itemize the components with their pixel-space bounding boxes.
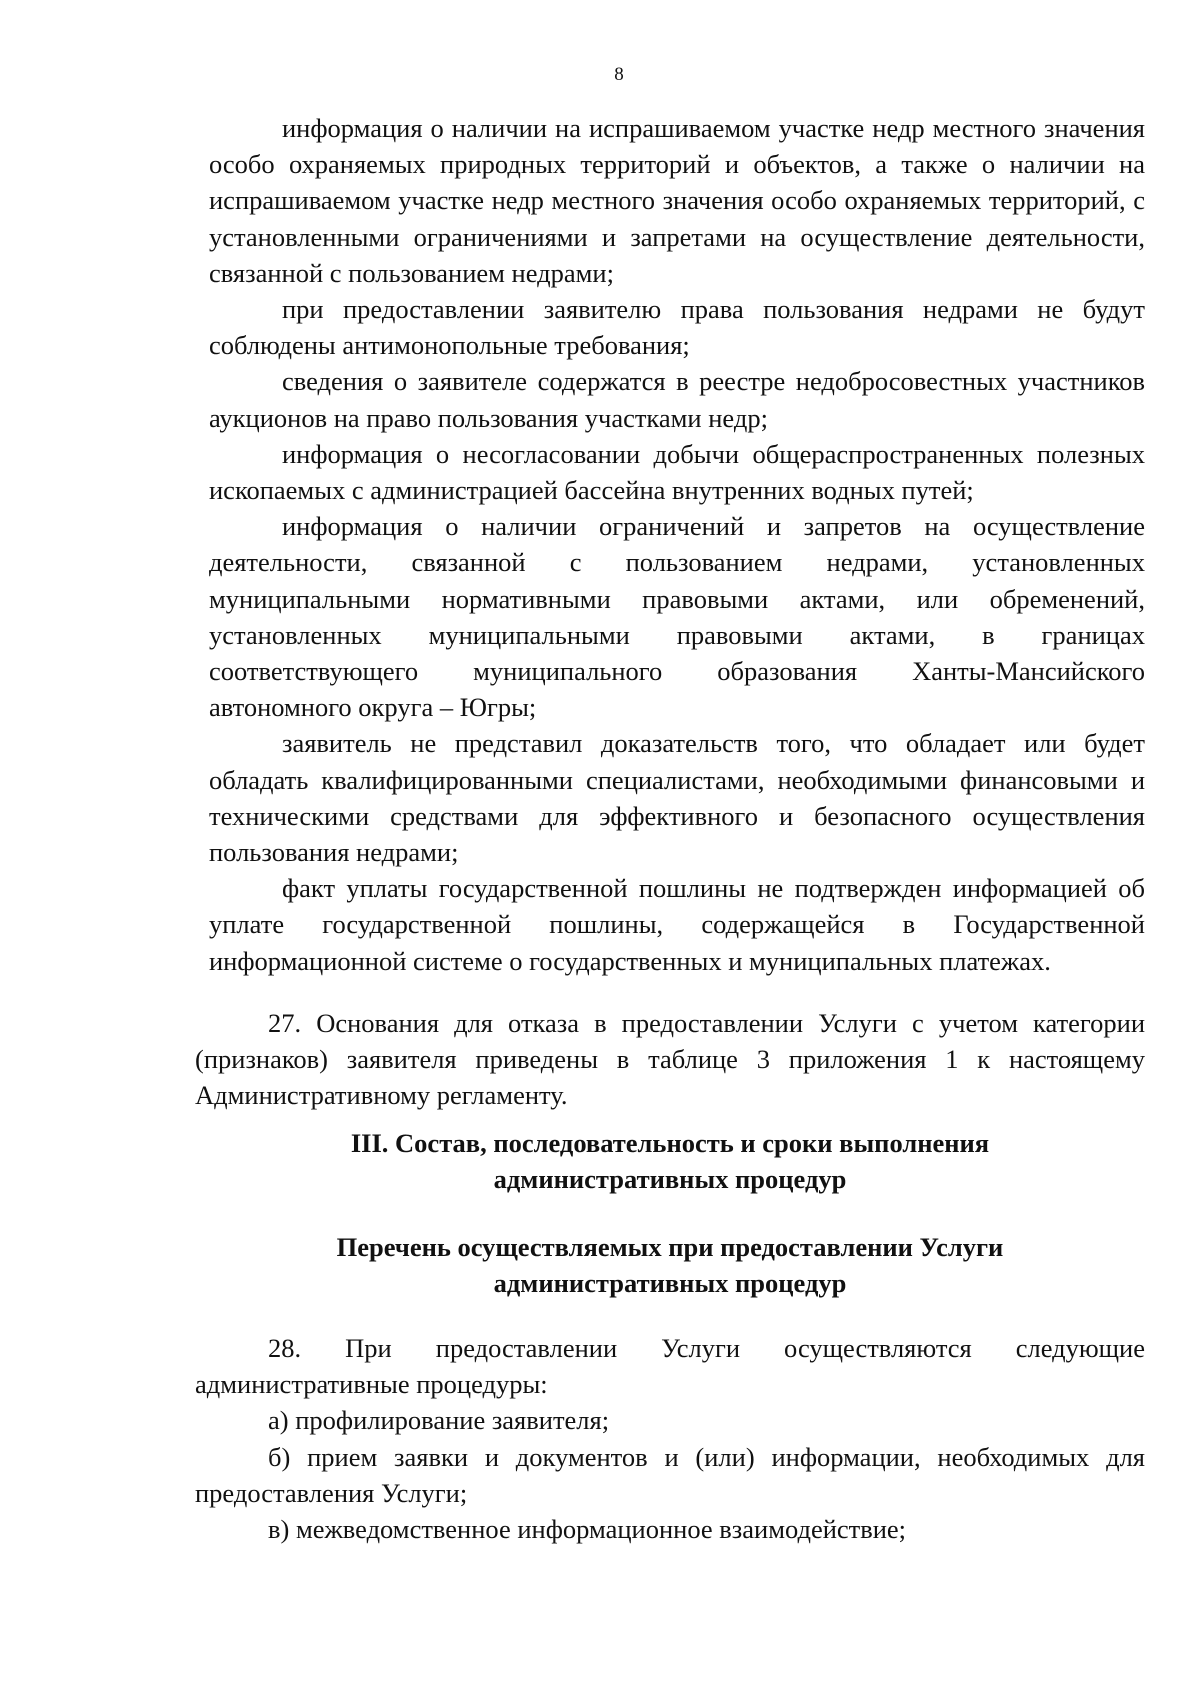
list-item: а) профилирование заявителя;	[268, 1405, 610, 1436]
paragraph: заявитель не представил доказательств того, что обладает или будет обладать квалифицированными специалистами, необходимыми финансовыми и техническими средствами для эффективного и безопасного осуществления пользования недрами;	[209, 728, 1145, 868]
clause-28: 28. При предоставлении Услуги осуществляются следующие административные процедуры:	[195, 1333, 1145, 1400]
paragraph: информация о наличии ограничений и запретов на осуществление деятельности, связанной с пользованием недрами, установленных муниципальными нормативными правовыми актами, или обременений, установленных муниципальными правовыми актами, в границах соответствующего муниципального образования Ханты-Мансийского автономного округа – Югры;	[209, 511, 1145, 723]
clause-27: 27. Основания для отказа в предоставлении Услуги с учетом категории (признаков) заявителя приведены в таблице 3 приложения 1 к настоящему Административному регламенту.	[195, 1008, 1145, 1111]
subsection-heading-line-2: административных процедур	[493, 1268, 847, 1299]
section-heading-line-1: III. Состав, последовательность и сроки выполнения	[350, 1128, 990, 1158]
subsection-heading-line-1: Перечень осуществляемых при предоставлении Услуги	[336, 1232, 1004, 1262]
refusal-grounds-list	[209, 110, 1145, 979]
section-heading-line-2: административных процедур	[493, 1164, 847, 1195]
paragraph: сведения о заявителе содержатся в реестре недобросовестных участников аукционов на право пользования участками недр;	[209, 366, 1145, 433]
paragraph: информация о несогласовании добычи общераспространенных полезных ископаемых с администрацией бассейна внутренних водных путей;	[209, 438, 1145, 506]
paragraph: факт уплаты государственной пошлины не подтвержден информацией об уплате государственной пошлины, содержащейся в Государственной информационной системе о государственных и муниципальных платежах.	[209, 873, 1145, 976]
list-item: в) межведомственное информационное взаимодействие;	[268, 1514, 907, 1545]
paragraph: информация о наличии на испрашиваемом участке недр местного значения особо охраняемых природных территорий и объектов, а также о наличии на испрашиваемом участке недр местного значения особо охраняемых территорий, с установленными ограничениями и запретами на осуществление деятельности, связанной с пользованием недрами;	[209, 113, 1145, 288]
page-number: 8	[614, 64, 624, 85]
clause-27-block	[195, 1005, 1145, 1114]
subsection-heading	[195, 1229, 1145, 1301]
section-heading	[195, 1125, 1145, 1197]
paragraph: при предоставлении заявителю права пользования недрами не будут соблюдены антимонопольные требования;	[209, 294, 1145, 361]
list-item: б) прием заявки и документов и (или) информации, необходимых для предоставления Услуги;	[195, 1441, 1145, 1508]
procedures-list	[195, 1330, 1145, 1547]
